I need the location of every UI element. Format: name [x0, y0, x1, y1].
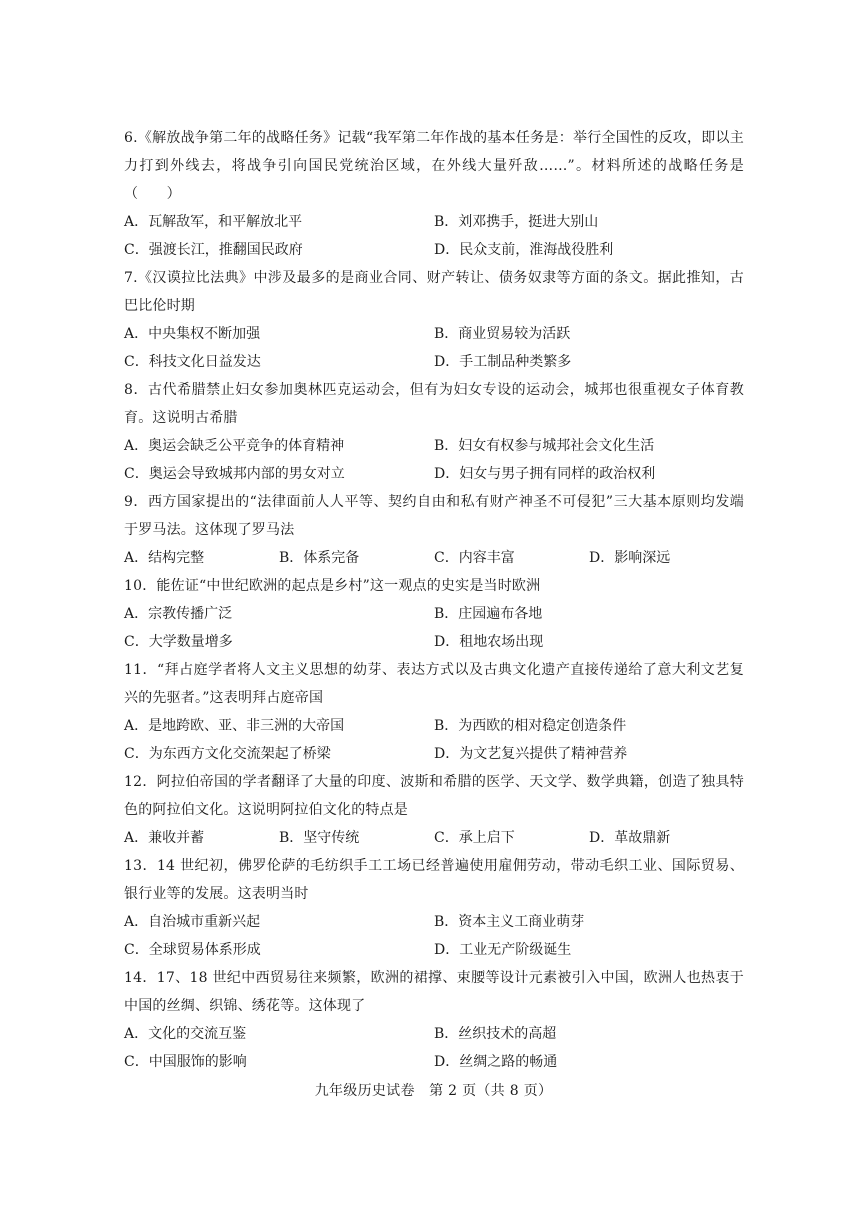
options — [124, 1020, 744, 1076]
question-stem: 6.《解放战争第二年的战略任务》记载“我军第二年作战的基本任务是：举行全国性的反攻，即以主力打到外线去，将战争引向国民党统治区域，在外线大量歼敌……”。材料所述的战略任务是（ ） — [124, 130, 744, 202]
question-stem: 11．“拜占庭学者将人文主义思想的幼芽、表达方式以及古典文化遗产直接传递给了意大利文艺复兴的先驱者。”这表明拜占庭帝国 — [124, 662, 744, 706]
option-a: A．是地跨欧、亚、非三洲的大帝国 — [124, 718, 345, 734]
question-list — [124, 124, 744, 1076]
option-b: B．资本主义工商业萌芽 — [434, 914, 585, 930]
question-stem: 14．17、18 世纪中西贸易往来频繁，欧洲的裙撑、束腰等设计元素被引入中国，欧洲人也热衷于中国的丝绸、织锦、绣花等。这体现了 — [124, 970, 744, 1014]
option-d: D．租地农场出现 — [434, 634, 544, 650]
option-c: C．奥运会导致城邦内部的男女对立 — [124, 466, 345, 482]
options — [124, 544, 744, 572]
option-c: C．内容丰富 — [434, 550, 515, 566]
question-stem: 9．西方国家提出的“法律面前人人平等、契约自由和私有财产神圣不可侵犯”三大基本原则均发端于罗马法。这体现了罗马法 — [124, 494, 744, 538]
option-c: C．为东西方文化交流架起了桥梁 — [124, 746, 331, 762]
option-a: A．自治城市重新兴起 — [124, 914, 261, 930]
option-a: A．中央集权不断加强 — [124, 326, 261, 342]
option-a: A．兼收并蓄 — [124, 830, 205, 846]
question-14 — [124, 964, 744, 1076]
option-d: D．为文艺复兴提供了精神营养 — [434, 746, 628, 762]
options — [124, 320, 744, 376]
option-d: D．民众支前，淮海战役胜利 — [434, 242, 614, 258]
option-a: A．奥运会缺乏公平竞争的体育精神 — [124, 438, 345, 454]
option-a: A．宗教传播广泛 — [124, 606, 233, 622]
options — [124, 908, 744, 964]
option-b: B．商业贸易较为活跃 — [434, 326, 571, 342]
options — [124, 208, 744, 264]
option-a: A．瓦解敌军，和平解放北平 — [124, 214, 303, 230]
page-footer: 九年级历史试卷 第 2 页（共 8 页） — [314, 1083, 553, 1099]
question-8 — [124, 376, 744, 488]
option-c: C．强渡长江，推翻国民政府 — [124, 242, 303, 258]
question-stem: 7.《汉谟拉比法典》中涉及最多的是商业合同、财产转让、债务奴隶等方面的条文。据此推知，古巴比伦时期 — [124, 270, 744, 314]
option-d: D．妇女与男子拥有同样的政治权利 — [434, 466, 656, 482]
options — [124, 432, 744, 488]
option-c: C．全球贸易体系形成 — [124, 942, 261, 958]
option-a: A．结构完整 — [124, 550, 205, 566]
question-11 — [124, 656, 744, 768]
question-stem: 10．能佐证“中世纪欧洲的起点是乡村”这一观点的史实是当时欧洲 — [124, 578, 541, 594]
question-7 — [124, 264, 744, 376]
option-b: B．妇女有权参与城邦社会文化生活 — [434, 438, 655, 454]
option-b: B．庄园遍布各地 — [434, 606, 543, 622]
option-b: B．坚守传统 — [279, 830, 360, 846]
option-b: B．刘邓携手，挺进大别山 — [434, 214, 599, 230]
option-a: A．文化的交流互鉴 — [124, 1026, 247, 1042]
option-c: C．科技文化日益发达 — [124, 354, 261, 370]
option-b: B．体系完备 — [279, 550, 360, 566]
option-c: C．中国服饰的影响 — [124, 1054, 247, 1070]
option-c: C．承上启下 — [434, 830, 515, 846]
question-stem: 8．古代希腊禁止妇女参加奥林匹克运动会，但有为妇女专设的运动会，城邦也很重视女子体育教育。这说明古希腊 — [124, 382, 744, 426]
option-d: D．工业无产阶级诞生 — [434, 942, 572, 958]
question-10 — [124, 572, 744, 656]
question-12 — [124, 768, 744, 852]
option-b: B．丝织技术的高超 — [434, 1026, 557, 1042]
options — [124, 824, 744, 852]
option-b: B．为西欧的相对稳定创造条件 — [434, 718, 627, 734]
options — [124, 600, 744, 656]
question-stem: 13．14 世纪初，佛罗伦萨的毛纺织手工工场已经普遍使用雇佣劳动，带动毛织工业、国际贸易、银行业等的发展。这表明当时 — [124, 858, 744, 902]
question-6 — [124, 124, 744, 264]
options — [124, 712, 744, 768]
question-9 — [124, 488, 744, 572]
option-d: D．手工制品种类繁多 — [434, 354, 572, 370]
question-13 — [124, 852, 744, 964]
option-d: D．革故鼎新 — [589, 830, 671, 846]
option-d: D．丝绸之路的畅通 — [434, 1054, 558, 1070]
question-stem: 12．阿拉伯帝国的学者翻译了大量的印度、波斯和希腊的医学、天文学、数学典籍，创造了独具特色的阿拉伯文化。这说明阿拉伯文化的特点是 — [124, 774, 744, 818]
option-d: D．影响深远 — [589, 550, 671, 566]
option-c: C．大学数量增多 — [124, 634, 233, 650]
